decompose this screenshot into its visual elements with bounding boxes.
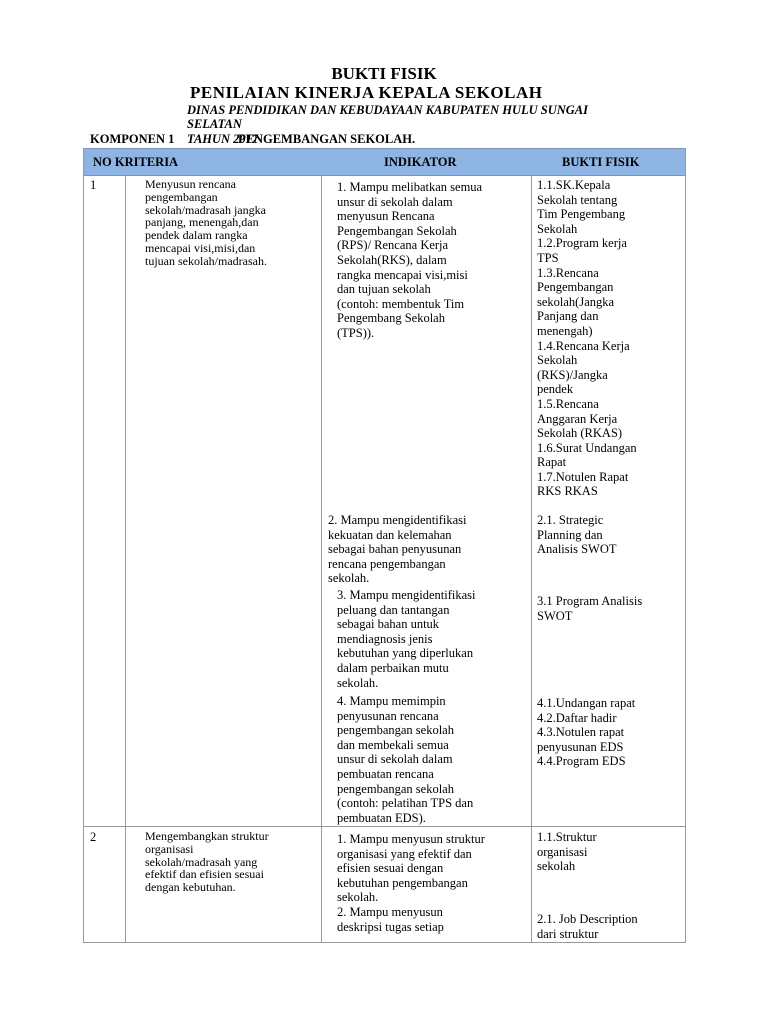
row-1-bukti-4: 4.1.Undangan rapat 4.2.Daftar hadir 4.3.Notulen rapat penyusunan EDS 4.4.Program EDS: [537, 696, 636, 769]
row-1-indikator-2: 2. Mampu mengidentifikasi kekuatan dan kelemahan sebagai bahan penyusunan rencana pengembangan sekolah.: [328, 513, 467, 586]
agency-name: [187, 103, 707, 131]
row-1-bukti-1: 1.1.SK.Kepala Sekolah tentang Tim Pengembang Sekolah 1.2.Program kerja TPS 1.3.Rencana Pengembangan sekolah(Jangka Panjang dan menengah) 1.4.Rencana Kerja Sekolah (RKS)/Jangka pendek 1.5.Rencana Anggaran Kerja Sekolah (RKAS) 1.6.Surat Undangan Rapat 1.7.Notulen Rapat RKS RKAS: [537, 178, 637, 499]
row-1-kriteria: Menyusun rencana pengembangan sekolah/madrasah jangka panjang, menengah,dan pendek dalam rangka mencapai visi,misi,dan tujuan sekolah/madrasah.: [145, 177, 267, 268]
row-1-no: 1: [90, 178, 97, 192]
table-header: [83, 148, 686, 176]
tahun-label: TAHUN 2017: [187, 132, 259, 146]
table-divider-no: [125, 176, 126, 943]
table-border-left: [83, 148, 84, 943]
header-no-kriteria: NO KRITERIA: [93, 155, 179, 169]
table-border-right: [685, 148, 686, 943]
row-2-kriteria: Mengembangkan struktur organisasi sekolah/madrasah yang efektif dan efisien sesuai dengan kebutuhan.: [145, 829, 269, 895]
row-2-indikator-1: 1. Mampu menyusun struktur organisasi yang efektif dan efisien sesuai dengan kebutuhan pengembangan sekolah. 2. Mampu menyusun deskripsi tugas setiap: [337, 832, 485, 934]
row-1-indikator-1: 1. Mampu melibatkan semua unsur di sekolah dalam menyusun Rencana Pengembangan Sekolah (RPS)/ Rencana Kerja Sekolah(RKS), dalam rangka mencapai visi,misi dan tujuan sekolah (contoh: membentuk Tim Pengembang Sekolah (TPS)).: [337, 180, 483, 340]
row-2-no: 2: [90, 830, 97, 844]
row-2-bukti-2: 2.1. Job Description dari struktur: [537, 912, 638, 941]
bukti-fisik-table: [83, 148, 686, 943]
pengembangan-label: PENGEMBANGAN SEKOLAH.: [238, 132, 416, 146]
komponen-label: KOMPONEN 1: [90, 132, 175, 146]
agency-line-1: DINAS PENDIDIKAN DAN KEBUDAYAAN KABUPATEN HULU SUNGAI: [187, 103, 589, 117]
row-1-indikator-3: 3. Mampu mengidentifikasi peluang dan tantangan sebagai bahan untuk mendiagnosis jenis kebutuhan yang diperlukan dalam perbaikan mutu sekolah.: [337, 588, 476, 690]
row-1-bukti-3: 3.1 Program Analisis SWOT: [537, 594, 643, 623]
document-subtitle: PENILAIAN KINERJA KEPALA SEKOLAH: [190, 83, 543, 102]
row-divider: [83, 826, 686, 827]
document-title: BUKTI FISIK: [331, 64, 437, 83]
row-2-bukti-1: 1.1.Struktur organisasi sekolah: [537, 830, 597, 874]
agency-line-2: SELATAN: [187, 117, 242, 131]
table-divider-kriteria: [321, 176, 322, 943]
table-border-bottom: [83, 942, 686, 943]
header-indikator: INDIKATOR: [384, 155, 457, 169]
row-1-bukti-2: 2.1. Strategic Planning dan Analisis SWOT: [537, 513, 617, 557]
table-divider-indikator: [531, 176, 532, 943]
row-1-indikator-4: 4. Mampu memimpin penyusunan rencana pengembangan sekolah dan membekali semua unsur di sekolah dalam pembuatan rencana pengembangan sekolah (contoh: pelatihan TPS dan pembuatan EDS).: [337, 694, 474, 825]
header-bukti-fisik: BUKTI FISIK: [562, 155, 640, 169]
